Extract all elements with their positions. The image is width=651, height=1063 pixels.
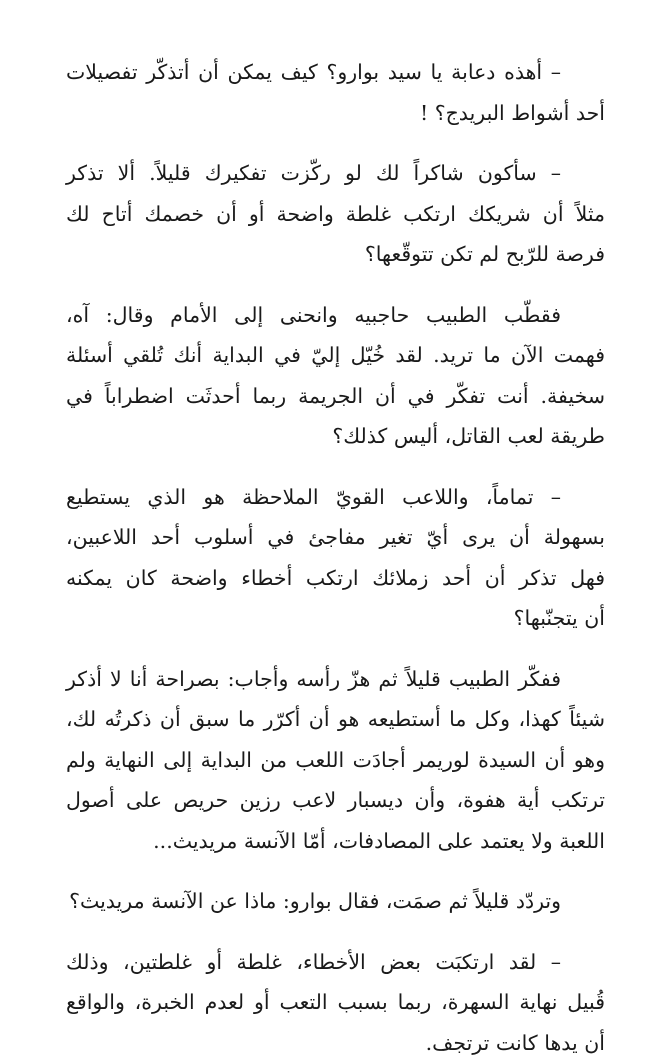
text-line: ترتكب أية هفوة، وأن ديسبار لاعب رزين حريص على أصول	[66, 780, 605, 821]
paragraph-p7	[66, 942, 605, 1063]
paragraph-p5	[66, 659, 605, 862]
text-line: فهمت الآن ما تريد. لقد خُيّل إليّ في البداية أنك تُلقي أسئلة	[66, 335, 605, 376]
text-line: وهو أن السيدة لوريمر أجادَت اللعب من البداية إلى النهاية ولم	[66, 740, 605, 781]
text-line: وتردّد قليلاً ثم صمَت، فقال بوارو: ماذا عن الآنسة مريديث؟	[66, 881, 605, 922]
text-line: سخيفة. أنت تفكّر في أن الجريمة ربما أحدثَت اضطراباً في	[66, 376, 605, 417]
paragraph-p2	[66, 153, 605, 275]
text-line: بسهولة أن يرى أيّ تغير مفاجئ في أسلوب أحد اللاعبين،	[66, 517, 605, 558]
text-line: مثلاً أن شريكك ارتكب غلطة واضحة أو أن خصمك أتاح لك	[66, 194, 605, 235]
text-line: أحد أشواط البريدج؟ !	[66, 93, 605, 134]
text-line: فقطّب الطبيب حاجبيه وانحنى إلى الأمام وقال: آه،	[66, 295, 605, 336]
paragraph-p4	[66, 477, 605, 639]
text-line: – تماماً، واللاعب القويّ الملاحظة هو الذي يستطيع	[66, 477, 605, 518]
text-line: – أهذه دعابة يا سيد بوارو؟ كيف يمكن أن أتذكّر تفصيلات	[66, 52, 605, 93]
text-line: شيئاً كهذا، وكل ما أستطيعه هو أن أكرّر ما سبق أن ذكرتُه لك،	[66, 699, 605, 740]
text-line: – سأكون شاكراً لك لو ركّزت تفكيرك قليلاً. ألا تذكر	[66, 153, 605, 194]
paragraph-p1	[66, 52, 605, 133]
text-line: فرصة للرّبح لم تكن تتوقّعها؟	[66, 234, 605, 275]
text-line: ففكّر الطبيب قليلاً ثم هزّ رأسه وأجاب: بصراحة أنا لا أذكر	[66, 659, 605, 700]
text-line: طريقة لعب القاتل، أليس كذلك؟	[66, 416, 605, 457]
paragraph-p3	[66, 295, 605, 457]
text-line: اللعبة ولا يعتمد على المصادفات، أمّا الآنسة مريديث...	[66, 821, 605, 862]
text-line: – لقد ارتكبَت بعض الأخطاء، غلطة أو غلطتين، وذلك	[66, 942, 605, 983]
text-line: أن يتجنّبها؟	[66, 598, 605, 639]
paragraph-p6	[66, 881, 605, 922]
text-line: فهل تذكر أن أحد زملائك ارتكب أخطاء واضحة كان يمكنه	[66, 558, 605, 599]
text-line: أن يدها كانت ترتجف.	[66, 1023, 605, 1063]
text-line: قُبيل نهاية السهرة، ربما بسبب التعب أو لعدم الخبرة، والواقع	[66, 982, 605, 1023]
